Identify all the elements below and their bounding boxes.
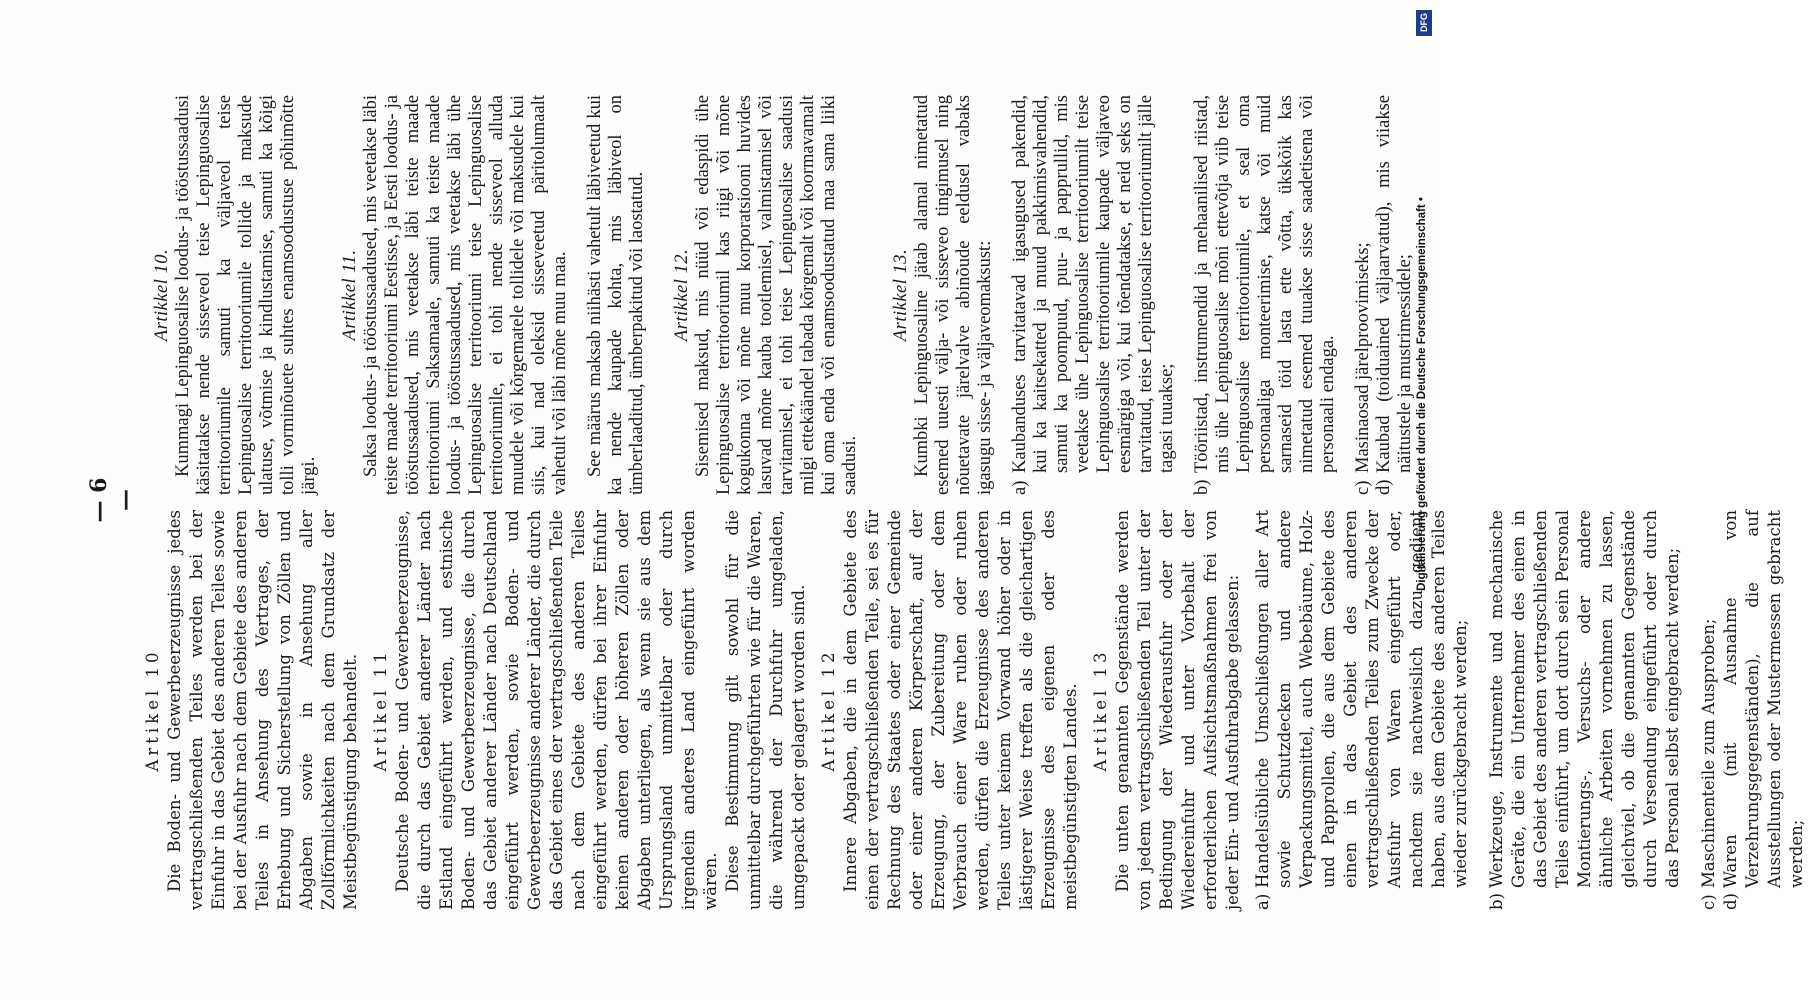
list-item-label: d) (1721, 893, 1740, 910)
list-item-text: Werkzeuge, Instrumente und mechanische Geräte, die ein Unternehmer des einen in das Gebiet des anderen vertragschließenden Teiles einführt, um dort durch sein Personal Montierungs-, Versuchs- oder andere ähnliche Arbeiten vornehmen zu lassen, gleichviel, ob die genannten Gegenstände durch Versendung eingeführt oder durch das Personal selbst eingebracht werden; (1487, 510, 1682, 888)
list-item (1353, 95, 1374, 495)
list-item-text: Maschinenteile zum Ausproben; (1699, 618, 1718, 888)
german-column (138, 510, 1808, 910)
article-10-text-de: Die Boden- und Gewerbeerzeugnisse jedes vertragschließenden Teiles werden bei der Einfuhr in das Gebiet des anderen Teiles sowie bei der Ausfuhr nach dem Gebiete des anderen Teiles in Ansehung des Vertrages, der Erhebung und Sicherstellung von Zöllen und Abgaben sowie in Ansehung aller Zollförmlichkeiten nach dem Grundsatz der Meistbegünstigung behandelt. (165, 510, 360, 910)
list-item-label: a) (1010, 480, 1030, 495)
article-13-list-et (1010, 95, 1416, 495)
article-10-text-et: Kummagi Lepinguosalise loodus- ja tööstussaadusi käsitatakse nende sisseveol teise Lepinguosalise territooriumile samuti ka väljaveol teise Lepinguosalise territooriumile tollide ja maksude ulatuse, võtmise ja kindlustamise, samuti ka kõigi tolli vorminõuete suhtes enamsoodustuse põhimõtte järgi. (173, 95, 319, 495)
list-item-text: Kaubanduses tarvitatavad igasugused pakendid, kui ka kaitsekatted ja muud pakkimisvahendid, samuti ka poompuud, puu- ja papprullid, mis veetakse ühe Lepinguosalise territooriumilt teise Lepinguosalise territooriumile kaupade väljaveo eesmärgiga või, kui tõendatakse, et neid seks on tarvitatud, teise Lepinguosalise territooriumilt jälle tagasi tuuakse; (1010, 95, 1177, 473)
article-12-heading-et: Artikkel 12. (672, 248, 692, 342)
article-13-heading-de: Artikel 13 (1091, 648, 1110, 772)
article-13-heading-et: Artikkel 13. (891, 248, 911, 342)
list-item-label: c) (1353, 480, 1373, 495)
list-item (1698, 510, 1720, 910)
article-10-heading-et: Artikkel 10. (152, 248, 172, 342)
article-13-intro-et: Kumbki Lepinguosaline jätab alamal nimetatud esemed uuesti välja- või sisseveo tingimusel ning nõuetavate järelvalve abinõude eeldusel vabaks igasugu sisse- ja väljaveomaksust: (912, 95, 995, 495)
digitization-credit-text: Digitalisierung gefördert durch die Deutsche Forschungsgemeinschaft • (1416, 197, 1428, 591)
article-13-intro-de: Die unten genannten Gegenstände werden von jedem vertragschließenden Teil unter der Bedingung der Wiederausfuhr oder der Wiedereinfuhr und unter Vorbehalt der erforderlichen Aufsichtsmaßnahmen frei von jeder Ein- und Ausfuhrabgabe gelassen: (1113, 510, 1242, 910)
article-13-list-de (1252, 510, 1808, 910)
list-item-label: b) (1487, 893, 1506, 910)
list-item-label: c) (1699, 894, 1718, 910)
list-item-text: Kaubad (toiduained väljaarvatud), mis viiakse näitustele ja mustrimessidele; (1374, 95, 1415, 473)
article-11-heading-de: Artikel 11 (371, 648, 390, 772)
article-11-text-et: Saksa loodus- ja tööstussaadused, mis veetakse läbi teiste maade territooriumi Eestisse, ja Eesti loodus- ja tööstussaadused, mis veetakse läbi teiste maade territooriumi Saksamaale, samuti ka teiste maade loodus- ja tööstussaadused, mis veetakse läbi ühe Lepinguosalise territooriumi teise Lepinguosalise territooriumile, ei tohi nende sisseveol alluda muudele või kõrgematele tollidele või maksudele kui siis, kui nad oleksid sisseveetud päritolumaalt vahetult või läbi mõne muu maa. (361, 95, 570, 495)
article-11-heading-et: Artikkel 11. (340, 249, 360, 341)
list-item (1486, 510, 1684, 910)
dfg-logo: DFG (1416, 10, 1432, 36)
list-item-text: Tööriistad, instrumendid ja mehaanilised riistad, mis ühe Lepinguosalise mõni ettevõtja viib teise Lepinguosalise territooriumile, et seal oma personaaliga monteerimise, katse või muid sarnaseid töid lasta ette võtta, ükskõik kas nimetatud esemed tuuakse sisse saadetisena või personaali endaga. (1192, 95, 1338, 473)
article-12-text-de: Innere Abgaben, die in dem Gebiete des einen der vertragschließenden Teile, sei es für Rechnung des Staates oder einer Gemeinde oder einer anderen Körperschaft, auf der Erzeugung, der Zubereitung oder dem Verbrauch einer Ware ruhen oder ruhen werden, dürfen die Erzeugnisse des anderen Teiles unter keinem Vorwand höher oder in lästigerer Weise treffen als die gleichartigen Erzeugnisse des eigenen oder des meistbegünstigten Landes. (841, 510, 1080, 910)
list-item-text: Handelsübliche Umschließungen aller Art sowie Schutzdecken und andere Verpackungsmittel, auch Webebäume, Holz- und Papprollen, die aus dem Gebiete des einen in das Gebiet des anderen vertragschließenden Teiles zum Zwecke der Ausfuhr von Waren eingeführt oder, nachdem sie nachweislich dazu gedient haben, aus dem Gebiete des anderen Teiles wieder zurückgebracht werden; (1253, 510, 1470, 888)
list-item (1720, 510, 1808, 910)
article-11-text2-et: See määrus maksab niihästi vahetult läbiveetud kui ka nende kaupade kohta, mis läbiveol on ümberlaaditud, ümberpakitud või laostatud. (585, 95, 647, 495)
estonian-column (148, 95, 1416, 495)
article-11-text-de: Deutsche Boden- und Gewerbeerzeugnisse, die durch das Gebiet anderer Länder nach Estland eingeführt werden, und estnische Boden- und Gewerbeerzeugnisse, die durch das Gebiet anderer Länder nach Deutschland eingeführt werden, sowie Boden- und Gewerbeerzeugnisse anderer Länder, die durch das Gebiet eines der vertragschließenden Teile nach dem Gebiete des anderen Teiles eingeführt werden, dürfen bei ihrer Einfuhr keinen anderen oder höheren Zöllen oder Abgaben unterliegen, als wenn sie aus dem Ursprungsland unmittelbar oder durch irgendein anderes Land eingeführt worden wären. (393, 510, 720, 910)
list-item-label: a) (1253, 893, 1272, 910)
list-item (1192, 95, 1339, 495)
article-11-text2-de: Diese Bestimmung gilt sowohl für die unmittelbar durchgeführten wie für die Waren, die während der Durchfuhr umgeladen, umgepackt oder gelagert worden sind. (723, 510, 808, 910)
list-item (1010, 95, 1178, 495)
list-item-label: d) (1374, 479, 1394, 495)
list-item-text: Waren (mit Ausnahme von Verzehrungsgegenständen), die auf Ausstellungen oder Mustermessen gebracht werden; (1721, 510, 1806, 888)
list-item (1374, 95, 1416, 495)
article-12-text-et: Sisemised maksud, mis nüüd või edaspidi ühe Lepinguosalise territooriumil kas riigi või mõne kogukonna või mõne muu korporatsiooni huvides lasuvad mõne kauba tootlemisel, valmistamisel või tarvitamisel, ei tohi teise Lepinguosalise saadusi milgi ettekäändel tabada kõrgemalt või koormavamalt kui oma enda või enamsoodustatud maa sama liiki saadusi. (693, 95, 860, 495)
article-10-heading-de: Artikel 10 (143, 648, 162, 772)
list-item-label: b) (1192, 479, 1212, 495)
article-12-heading-de: Artikel 12 (819, 648, 838, 772)
page-number: — 6 — (86, 477, 138, 523)
list-item-text: Masinaosad järelproovimiseks; (1353, 242, 1373, 473)
list-item (1252, 510, 1472, 910)
